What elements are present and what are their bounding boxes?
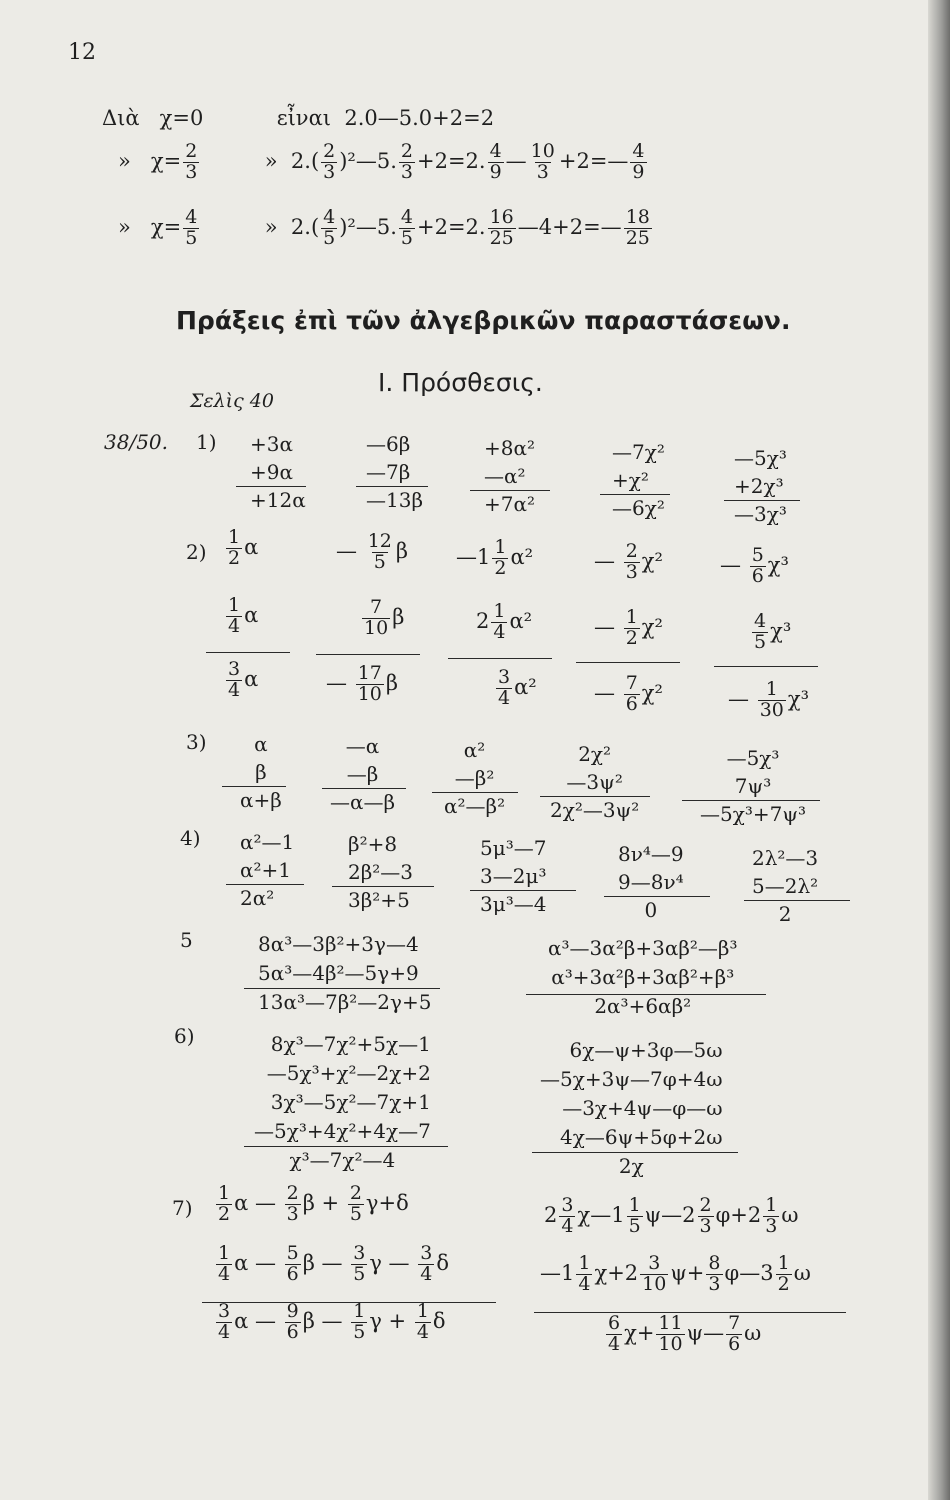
term: α²: [463, 738, 486, 762]
substitution-row-1: [102, 106, 494, 130]
exercise-reference: 38/50.: [104, 430, 168, 454]
term: α²+1: [240, 858, 292, 882]
sum-line: [244, 1146, 448, 1147]
sum: α+β: [240, 788, 282, 812]
exercise-label: 6): [174, 1024, 195, 1048]
term: 5α³—4β²—5γ+9: [258, 961, 419, 985]
term: —7β: [366, 460, 411, 484]
exercise-label: 7): [172, 1196, 193, 1220]
substitution-eq: »: [264, 148, 278, 173]
substitution-lead: »: [118, 214, 131, 239]
term: 3—2μ³: [480, 864, 547, 888]
ex7-term: 2 $\frac{3}{4}$ χ—1 $\frac{1}{5}$ ψ—2 $\frac{2}{3}$ φ+2 $\frac{1}{3}$ ω: [544, 1194, 799, 1237]
sum-line: [244, 988, 440, 989]
term: +3α: [250, 432, 293, 456]
page-edge-shadow: [928, 0, 950, 1500]
sum: 0: [644, 898, 658, 922]
term: 5—2λ²: [752, 874, 819, 898]
sum-line: [714, 666, 818, 667]
sum-line: [470, 490, 550, 491]
section-subheading: Ι. Πρόσθεσις.: [378, 368, 543, 397]
term: —β²: [454, 766, 495, 790]
exercise-label: 1): [196, 430, 217, 454]
ex7-term: $\frac{1}{2}$ α — $\frac{2}{3}$ β + $\frac{2}{5}$ γ+δ: [218, 1182, 409, 1225]
substitution-expr: 2.0—5.0+2=2: [344, 106, 495, 130]
term: 2χ²: [578, 742, 612, 766]
term: α²—1: [240, 830, 295, 854]
sum: 2χ: [618, 1154, 644, 1178]
term: 7ψ³: [734, 774, 772, 798]
term: —β: [346, 762, 379, 786]
term: 9—8ν⁴: [618, 870, 684, 894]
sum-line: [322, 788, 406, 789]
sum-line: [356, 486, 428, 487]
sum: —13β: [366, 488, 424, 512]
sum: +12α: [250, 488, 306, 512]
term: —5χ³+χ²—2χ+2: [266, 1061, 431, 1085]
substitution-eq: »: [264, 214, 278, 239]
sum: α²—β²: [444, 794, 506, 818]
term: +χ²: [612, 468, 649, 492]
term: 4χ—6ψ+5φ+2ω: [560, 1125, 723, 1149]
term: —6β: [366, 432, 411, 456]
sum: 3β²+5: [348, 888, 410, 912]
ex4-column: [480, 834, 546, 918]
term: 8ν⁴—9: [618, 842, 684, 866]
ex1-column: [250, 430, 306, 514]
ex1-column: [734, 444, 787, 528]
ex4-column: [240, 828, 294, 912]
sum-line: [724, 500, 800, 501]
ex2-term: $\frac{4}{5}$ χ³: [754, 610, 792, 653]
term: α³—3α²β+3αβ²—β³: [548, 936, 738, 960]
term: —3χ+4ψ—φ—ω: [562, 1096, 723, 1120]
term: α: [254, 732, 268, 756]
sum: χ³—7χ²—4: [289, 1148, 396, 1172]
sum-line: [448, 658, 552, 659]
sum-line: [600, 494, 670, 495]
ex2-sum: $\frac{3}{4}$ α: [228, 658, 259, 701]
ex2-term: —1 $\frac{1}{2}$ α²: [456, 536, 534, 579]
ex2-sum: — $\frac{17}{10}$ β: [326, 662, 399, 705]
ex3-column: [550, 740, 639, 824]
substitution-row-3: » χ= $\frac{4}{5}$ » 2.( $\frac{4}{5}$ )²—5. $\frac{4}{5}$ +2=2. $\frac{16}{25}$ —4+2=— $\frac{18}{25}$: [118, 206, 650, 249]
sum: —6χ²: [612, 496, 665, 520]
term: —3ψ²: [566, 770, 623, 794]
section-heading: Πράξεις ἐπὶ τῶν ἀλγεβρικῶν παραστάσεων.: [176, 306, 791, 335]
term: 3χ³—5χ²—7χ+1: [270, 1090, 431, 1114]
ex2-sum: — $\frac{1}{30}$ χ³: [728, 678, 810, 721]
sum-line: [534, 1312, 846, 1313]
ex2-term: — $\frac{5}{6}$ χ³: [720, 544, 789, 587]
sum: +7α²: [484, 492, 536, 516]
sum: 13α³—7β²—2γ+5: [258, 990, 432, 1014]
ex6-column: [254, 1030, 431, 1175]
ex2-term: — $\frac{1}{2}$ χ²: [594, 606, 663, 649]
sum-line: [226, 884, 304, 885]
page-number: 12: [68, 40, 96, 65]
ex4-column: [618, 840, 684, 924]
ex2-term: $\frac{7}{10}$ β: [364, 596, 405, 639]
ex4-column: [348, 830, 413, 914]
term: —5χ³: [726, 746, 780, 770]
ex1-column: [612, 438, 665, 522]
term: —α: [345, 734, 380, 758]
sum-line: [532, 1152, 738, 1153]
ex5-column: [258, 930, 431, 1017]
sum-line: [236, 486, 306, 487]
ex3-column: [444, 736, 505, 820]
substitution-row-2: » χ= $\frac{2}{3}$ » 2.( $\frac{2}{3}$ )²—5. $\frac{2}{3}$ +2=2. $\frac{4}{9}$ — $\frac{10}{3}$ +2=— $\frac{4}{9}$: [118, 140, 645, 183]
sum-line: [432, 792, 518, 793]
sum-line: [470, 890, 576, 891]
sum-line: [604, 896, 710, 897]
ex2-term: — $\frac{2}{3}$ χ²: [594, 540, 663, 583]
ex2-term: 2 $\frac{1}{4}$ α²: [476, 600, 533, 643]
sum: 2α³+6αβ²: [594, 994, 692, 1018]
sum-line: [540, 796, 650, 797]
term: 6χ—ψ+3φ—5ω: [569, 1038, 723, 1062]
term: β: [255, 760, 267, 784]
term: —5χ³: [734, 446, 787, 470]
substitution-lead: »: [118, 148, 131, 173]
sum-line: [332, 886, 434, 887]
ex2-sum: — $\frac{7}{6}$ χ²: [594, 672, 663, 715]
substitution-x: χ=0: [159, 106, 204, 130]
term: —5χ+3ψ—7φ+4ω: [540, 1067, 723, 1091]
sum-line: [222, 786, 286, 787]
page-reference: Σελὶς 40: [190, 390, 274, 412]
sum-line: [206, 652, 290, 653]
ex6-column: [540, 1036, 723, 1181]
sum: 2: [778, 902, 792, 926]
ex2-sum: $\frac{3}{4}$ α²: [498, 666, 537, 709]
ex7-term: —1 $\frac{1}{4}$ χ+2 $\frac{3}{10}$ ψ+ $\frac{8}{3}$ φ—3 $\frac{1}{2}$ ω: [540, 1252, 811, 1295]
sum: 3μ³—4: [480, 892, 547, 916]
ex3-column: [330, 732, 395, 816]
exercise-label: 3): [186, 730, 207, 754]
sum-line: [744, 900, 850, 901]
sum-line: [682, 800, 820, 801]
term: 5μ³—7: [480, 836, 547, 860]
term: +2χ³: [734, 474, 784, 498]
sum: 2α²: [240, 886, 275, 910]
substitution-lead: Διὰ: [102, 106, 140, 130]
sum: —α—β: [330, 790, 396, 814]
ex2-term: $\frac{1}{4}$ α: [228, 594, 259, 637]
term: +9α: [250, 460, 293, 484]
sum-line: [316, 654, 420, 655]
ex3-column: [240, 730, 282, 814]
term: β²+8: [348, 832, 398, 856]
sum: —5χ³+7ψ³: [700, 802, 807, 826]
ex1-column: [484, 434, 535, 518]
ex5-column: [548, 934, 737, 1021]
sum-line: [576, 662, 680, 663]
term: —7χ²: [612, 440, 665, 464]
ex4-column: [752, 844, 818, 928]
term: —5χ³+4χ²+4χ—7: [254, 1119, 431, 1143]
ex2-term: — $\frac{12}{5}$ β: [336, 530, 409, 573]
term: α³+3α²β+3αβ²+β³: [551, 965, 735, 989]
exercise-label: 4): [180, 826, 201, 850]
ex7-term: $\frac{1}{4}$ α — $\frac{5}{6}$ β — $\frac{3}{5}$ γ — $\frac{3}{4}$ δ: [218, 1242, 449, 1285]
term: —α²: [484, 464, 526, 488]
exercise-label: 5: [180, 928, 193, 952]
term: 8α³—3β²+3γ—4: [258, 932, 419, 956]
ex3-column: [700, 744, 806, 828]
term: 2λ²—3: [752, 846, 819, 870]
term: +8α²: [484, 436, 536, 460]
term: 2β²—3: [348, 860, 414, 884]
term: 8χ³—7χ²+5χ—1: [270, 1032, 431, 1056]
sum: —3χ³: [734, 502, 787, 526]
ex2-term: $\frac{1}{2}$ α: [228, 526, 259, 569]
substitution-eq: εἶναι: [276, 106, 331, 130]
sum-line: [526, 994, 766, 995]
exercise-label: 2): [186, 540, 207, 564]
ex7-sum: $\frac{6}{4}$ χ+ $\frac{11}{10}$ ψ— $\frac{7}{6}$ ω: [608, 1312, 762, 1355]
ex7-sum: $\frac{3}{4}$ α — $\frac{9}{6}$ β — $\frac{1}{5}$ γ + $\frac{1}{4}$ δ: [218, 1300, 446, 1343]
sum: 2χ²—3ψ²: [550, 798, 640, 822]
ex1-column: [366, 430, 423, 514]
